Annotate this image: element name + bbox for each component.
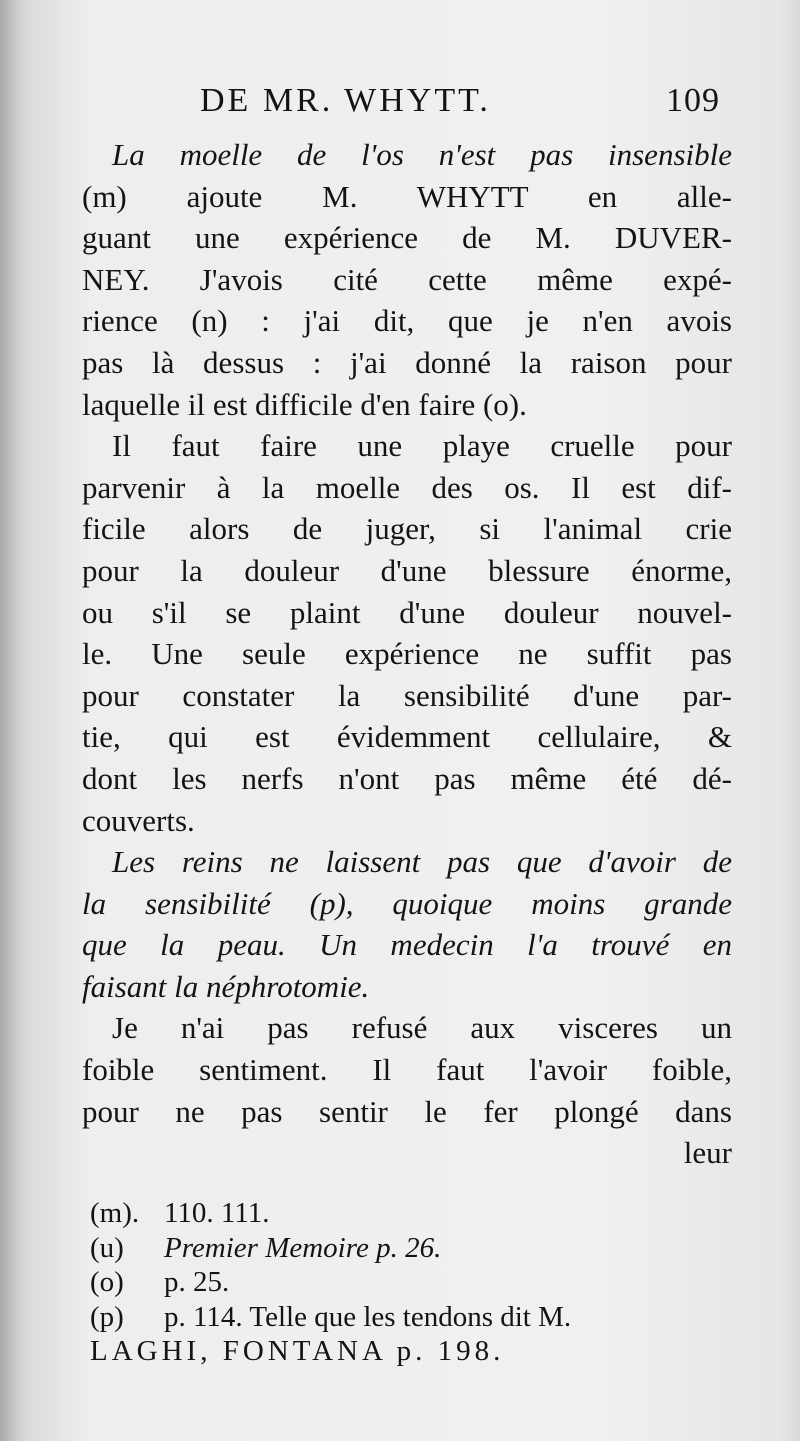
- text-line: La moelle de l'os n'est pas insensible: [112, 137, 732, 172]
- footnote-text: p. 114. Telle que les tendons dit M.: [164, 1300, 572, 1333]
- footnote-text: p. 25.: [164, 1266, 230, 1298]
- page-gutter-shadow: [0, 0, 18, 1441]
- footnote: [90, 1265, 730, 1300]
- page-number: 109: [666, 82, 720, 119]
- footnote-continuation: LAGHI, FONTANA p. 198.: [90, 1335, 505, 1367]
- text-line: pour la douleur d'une blessure énorme,: [82, 552, 732, 588]
- text-line: pas là dessus : j'ai donné la raison pour: [82, 344, 732, 380]
- footnotes: [90, 1196, 730, 1369]
- text-line: rience (n) : j'ai dit, que je n'en avois: [82, 303, 732, 339]
- body-text: [82, 134, 732, 1174]
- text-line: ficile alors de juger, si l'animal crie: [82, 511, 732, 547]
- text-line: dont les nerfs n'ont pas même été dé-: [82, 760, 732, 796]
- text-line: guant une expérience de M. DUVER-: [82, 220, 732, 256]
- footnote-mark: (o): [90, 1266, 124, 1298]
- footnote: [90, 1300, 730, 1335]
- footnote: [90, 1231, 730, 1266]
- running-head-title: DE MR. WHYTT.: [200, 82, 491, 119]
- text-line: (m) ajoute M. WHYTT en alle-: [82, 178, 732, 214]
- text-line: Je n'ai pas refusé aux visceres un: [112, 1010, 732, 1046]
- text-line: NEY. J'avois cité cette même expé-: [82, 261, 732, 297]
- text-line: le. Une seule expérience ne suffit pas: [82, 636, 732, 672]
- text-line: tie, qui est évidemment cellulaire, &: [82, 719, 732, 755]
- text-line: faisant la néphrotomie.: [82, 968, 370, 1004]
- text-line: couverts.: [82, 802, 195, 838]
- text-line: pour constater la sensibilité d'une par-: [82, 677, 732, 713]
- text-line: parvenir à la moelle des os. Il est dif-: [82, 469, 732, 505]
- text-line: pour ne pas sentir le fer plongé dans: [82, 1093, 732, 1129]
- text-line: Il faut faire une playe cruelle pour: [112, 428, 732, 464]
- text-line: foible sentiment. Il faut l'avoir foible,: [82, 1052, 732, 1088]
- footnote-text: Premier Memoire p. 26.: [164, 1231, 442, 1264]
- footnote-mark: (m).: [90, 1197, 140, 1229]
- footnote-mark: (u): [90, 1231, 124, 1264]
- text-line: que la peau. Un medecin l'a trouvé en: [82, 927, 732, 963]
- footnote: [90, 1196, 730, 1231]
- text-line: la sensibilité (p), quoique moins grande: [82, 885, 732, 921]
- text-line: ou s'il se plaint d'une douleur nouvel-: [82, 594, 732, 630]
- footnote-text: 110. 111.: [164, 1197, 270, 1229]
- text-line: laquelle il est difficile d'en faire (o).: [82, 386, 527, 422]
- running-header: [200, 82, 720, 128]
- footnote-mark: (p): [90, 1300, 124, 1333]
- text-line: leur: [683, 1135, 732, 1171]
- text-line: Les reins ne laissent pas que d'avoir de: [112, 844, 732, 880]
